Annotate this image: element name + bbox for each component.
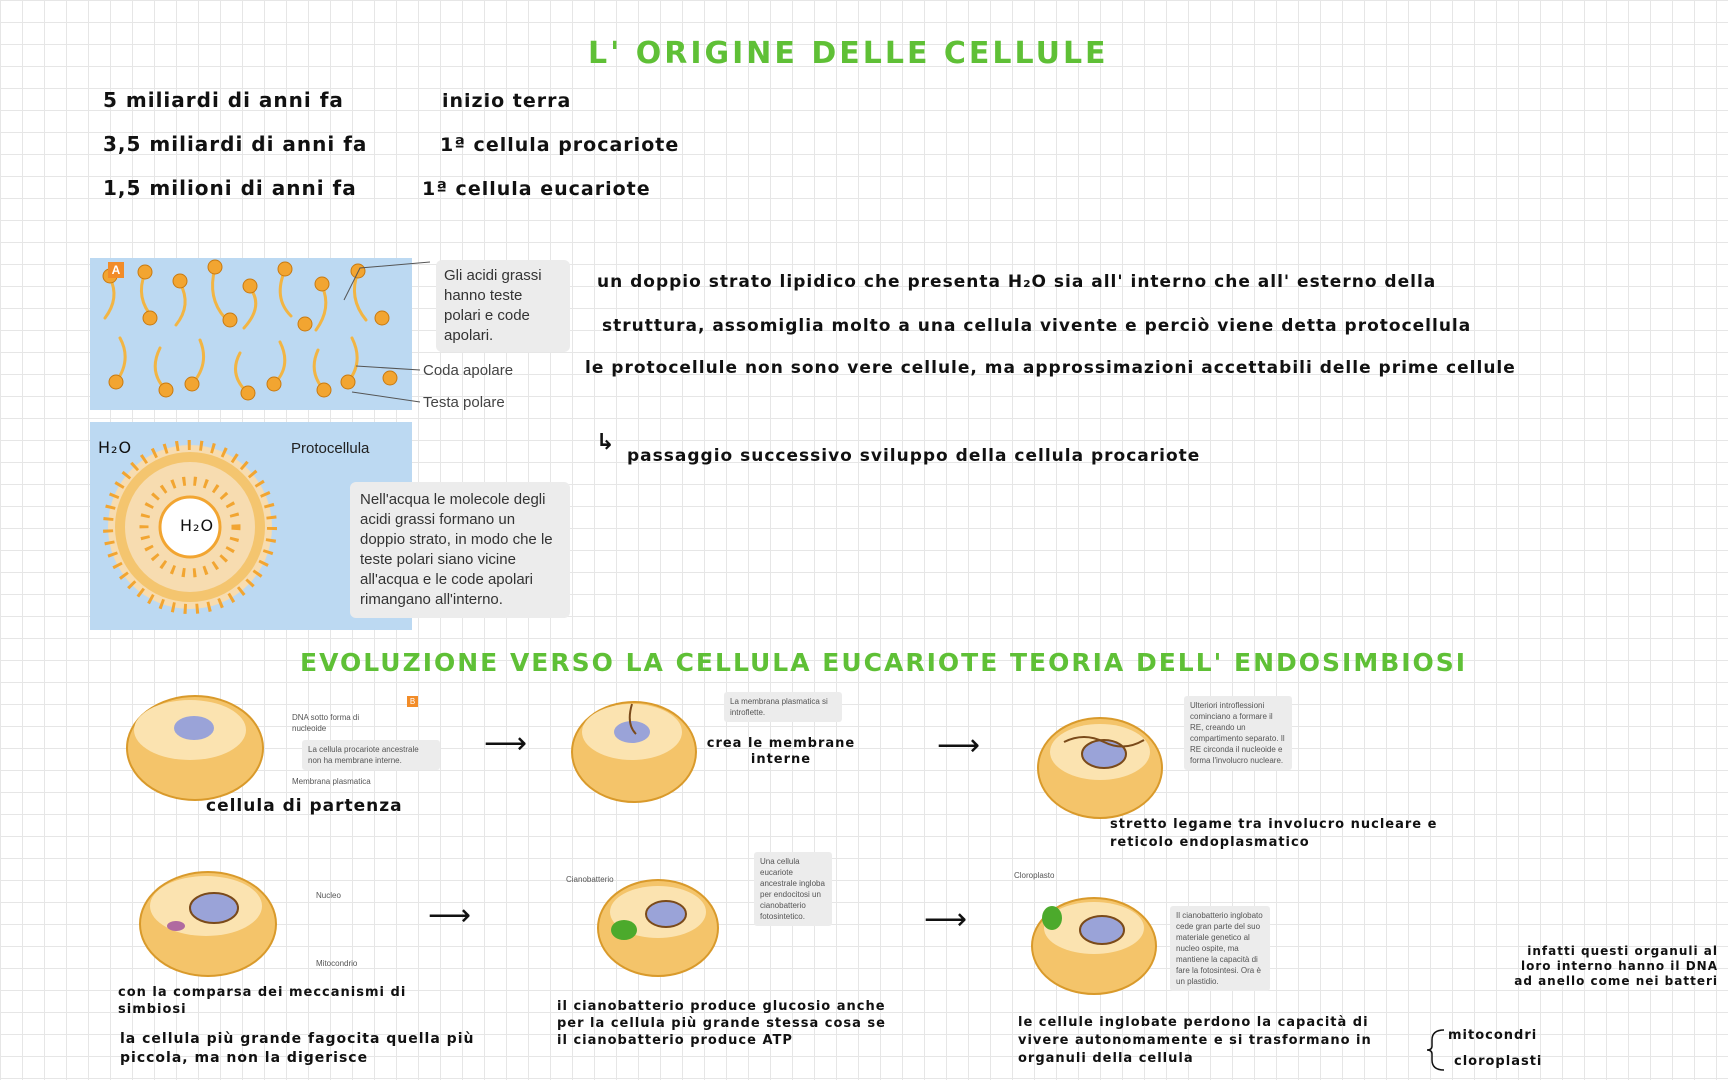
label-protocellula: Protocellula	[291, 440, 370, 457]
cell4-note-1: con la comparsa dei meccanismi di simbiosi	[118, 985, 407, 1017]
water-outside: H₂O	[98, 438, 133, 457]
figure-a-badge: A	[108, 262, 124, 278]
note-arrow-text: passaggio successivo sviluppo della cellula procariote	[627, 446, 1201, 466]
cell-prokaryote-illustration	[120, 686, 270, 804]
label-coda-apolare: Coda apolare	[423, 362, 514, 379]
cell6-caption: Il cianobatterio inglobato cede gran parte del suo materiale genetico al nucleo ospite, ma mantiene la capacità di fare la fotosintesi. Ora è un plastidio.	[1170, 906, 1270, 991]
cell3-caption: Ulteriori introflessioni cominciano a formare il RE, creando un compartimento separato. Il RE circonda il nucleoide e forma l'involucro nucleare.	[1184, 696, 1292, 770]
timeline-event-2: 1ª cellula procariote	[440, 134, 680, 156]
arrow-3: ⟶	[428, 898, 472, 933]
section-title-evoluzione: EVOLUZIONE VERSO LA CELLULA EUCARIOTE TEORIA DELL' ENDOSIMBIOSI	[300, 648, 1468, 677]
cell-cyanobacterium-illustration	[594, 872, 724, 980]
bracket-item-cloroplasti: cloroplasti	[1454, 1054, 1543, 1069]
cell-mitochondrion-illustration	[134, 864, 284, 982]
figure-b-badge: B	[407, 696, 418, 707]
arrow-1: ⟶	[484, 726, 528, 761]
label-mitocondrio: Mitocondrio	[316, 959, 358, 968]
label-cianobatterio: Cianobatterio	[566, 875, 614, 884]
water-inside: H₂O	[180, 516, 215, 535]
cell1-note: cellula di partenza	[206, 796, 403, 816]
cell6-note: le cellule inglobate perdono la capacità di vivere autonomamente e si trasformano in organuli della cellula	[1018, 1015, 1372, 1066]
timeline-event-3: 1ª cellula eucariote	[422, 178, 651, 200]
bracket-item-mitocondri: mitocondri	[1448, 1028, 1538, 1043]
side-note: infatti questi organuli al loro interno hanno il DNA ad anello come nei batteri	[1514, 944, 1718, 988]
note-arrow-glyph: ↳	[596, 430, 616, 455]
timeline-when-2: 3,5 miliardi di anni fa	[103, 132, 368, 156]
figure-a-caption: Gli acidi grassi hanno teste polari e code apolari.	[436, 260, 570, 352]
cell1-caption: La cellula procariote ancestrale non ha membrane interne.	[302, 740, 440, 770]
cell2-caption: La membrana plasmatica si introflette.	[724, 692, 842, 722]
timeline-when-3: 1,5 milioni di anni fa	[103, 176, 357, 200]
page-title: L' ORIGINE DELLE CELLULE	[588, 36, 1109, 71]
label-nucleo: Nucleo	[316, 891, 341, 900]
cell5-note: il cianobatterio produce glucosio anche per la cellula più grande stessa cosa se il cianobatterio produce ATP	[557, 999, 886, 1048]
label-dna-nucleoide: DNA sotto forma di nucleoide	[292, 713, 360, 733]
cell5-caption: Una cellula eucariote ancestrale ingloba per endocitosi un cianobatterio fotosintetico.	[754, 852, 832, 926]
figure-a-leader-lines	[330, 260, 430, 410]
cell-infolding-illustration	[566, 690, 706, 806]
note-line-1: un doppio strato lipidico che presenta H₂O sia all' interno che all' esterno della	[597, 272, 1437, 292]
note-line-3: le protocellule non sono vere cellule, ma approssimazioni accettabili delle prime cellule	[585, 358, 1516, 378]
cell-er-illustration	[1034, 712, 1170, 822]
timeline-event-1: inizio terra	[442, 90, 572, 112]
label-testa-polare: Testa polare	[423, 394, 505, 411]
cell2-note: crea le membrane interne	[706, 736, 856, 767]
cell4-note-2: la cellula più grande fagocita quella più piccola, ma non la digerisce	[120, 1031, 475, 1066]
arrow-4: ⟶	[924, 902, 968, 937]
figure-b-caption: Nell'acqua le molecole degli acidi grassi formano un doppio strato, in modo che le teste polari siano vicine all'acqua e le code apolari rimangano all'interno.	[350, 482, 570, 618]
label-cloroplasto: Cloroplasto	[1014, 871, 1055, 880]
cell3-note: stretto legame tra involucro nucleare e reticolo endoplasmatico	[1110, 817, 1438, 850]
bracket	[1426, 1026, 1446, 1074]
timeline-when-1: 5 miliardi di anni fa	[103, 88, 344, 112]
label-membrana-plasmatica: Membrana plasmatica	[292, 777, 371, 786]
cell-chloroplast-illustration	[1026, 888, 1166, 998]
arrow-2: ⟶	[937, 728, 981, 763]
note-line-2: struttura, assomiglia molto a una cellula vivente e perciò viene detta protocellula	[602, 316, 1472, 336]
